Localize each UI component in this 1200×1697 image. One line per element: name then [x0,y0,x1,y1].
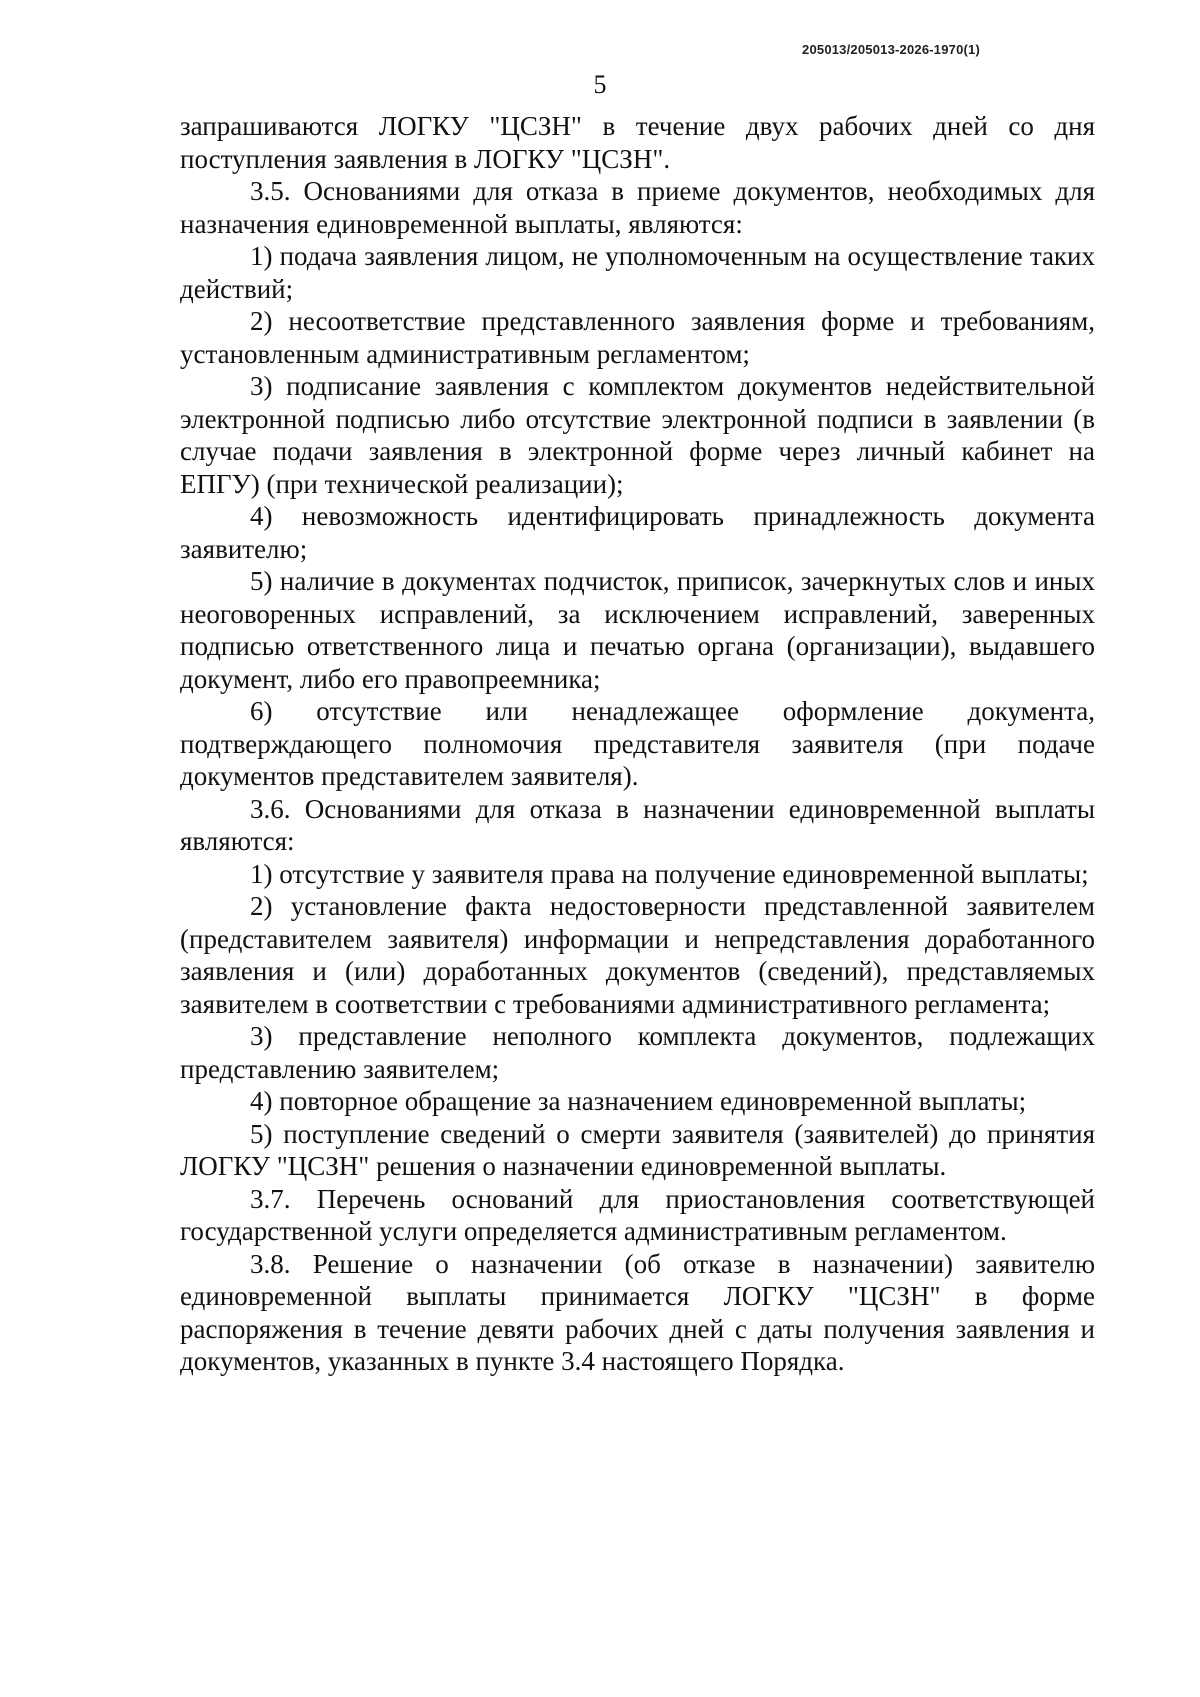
paragraph: 1) отсутствие у заявителя права на получение единовременной выплаты; [250,858,1089,889]
paragraph: 3) представление неполного комплекта документов, подлежащих представлению заявителем; [180,1021,1095,1084]
paragraph: 1) подача заявления лицом, не уполномоченным на осуществление таких действий; [180,241,1095,304]
paragraph: 2) установление факта недостоверности представленной заявителем (представителем заявителя) информации и непредставления доработанного заявления и (или) доработанных документов (сведений), представляемых заявителем в соответствии с требованиями административного регламента; [180,891,1095,1019]
paragraph: запрашиваются ЛОГКУ "ЦСЗН" в течение двух рабочих дней со дня поступления заявления в ЛОГКУ "ЦСЗН". [180,111,1095,174]
page-number: 5 [593,70,607,99]
paragraph: 3.6. Основаниями для отказа в назначении единовременной выплаты являются: [180,793,1095,856]
paragraph: 3) подписание заявления с комплектом документов недействительной электронной подписью либо отсутствие электронной подписи в заявлении (в случае подачи заявления в электронной форме через личный кабинет на ЕПГУ) (при технической реализации); [180,371,1095,499]
paragraph: 5) поступление сведений о смерти заявителя (заявителей) до принятия ЛОГКУ "ЦСЗН" решения о назначении единовременной выплаты. [180,1118,1095,1181]
paragraph: 6) отсутствие или ненадлежащее оформление документа, подтверждающего полномочия представителя заявителя (при подаче документов представителем заявителя). [180,696,1095,791]
document-id: 205013/205013-2026-1970(1) [802,42,980,57]
document-body [180,110,1095,1378]
paragraph: 2) несоответствие представленного заявления форме и требованиям, установленным административным регламентом; [180,306,1095,369]
paragraph: 3.5. Основаниями для отказа в приеме документов, необходимых для назначения единовременной выплаты, являются: [180,176,1095,239]
paragraph: 4) повторное обращение за назначением единовременной выплаты; [250,1086,1027,1116]
paragraph: 5) наличие в документах подчисток, приписок, зачеркнутых слов и иных неоговоренных исправлений, за исключением исправлений, заверенных подписью ответственного лица и печатью органа (организации), выдавшего документ, либо его правопреемника; [180,566,1095,694]
paragraph: 3.8. Решение о назначении (об отказе в назначении) заявителю единовременной выплаты принимается ЛОГКУ "ЦСЗН" в форме распоряжения в течение девяти рабочих дней с даты получения заявления и документов, указанных в пункте 3.4 настоящего Порядка. [180,1248,1095,1376]
paragraph: 4) невозможность идентифицировать принадлежность документа заявителю; [180,501,1095,564]
paragraph: 3.7. Перечень оснований для приостановления соответствующей государственной услуги определяется административным регламентом. [180,1183,1095,1246]
